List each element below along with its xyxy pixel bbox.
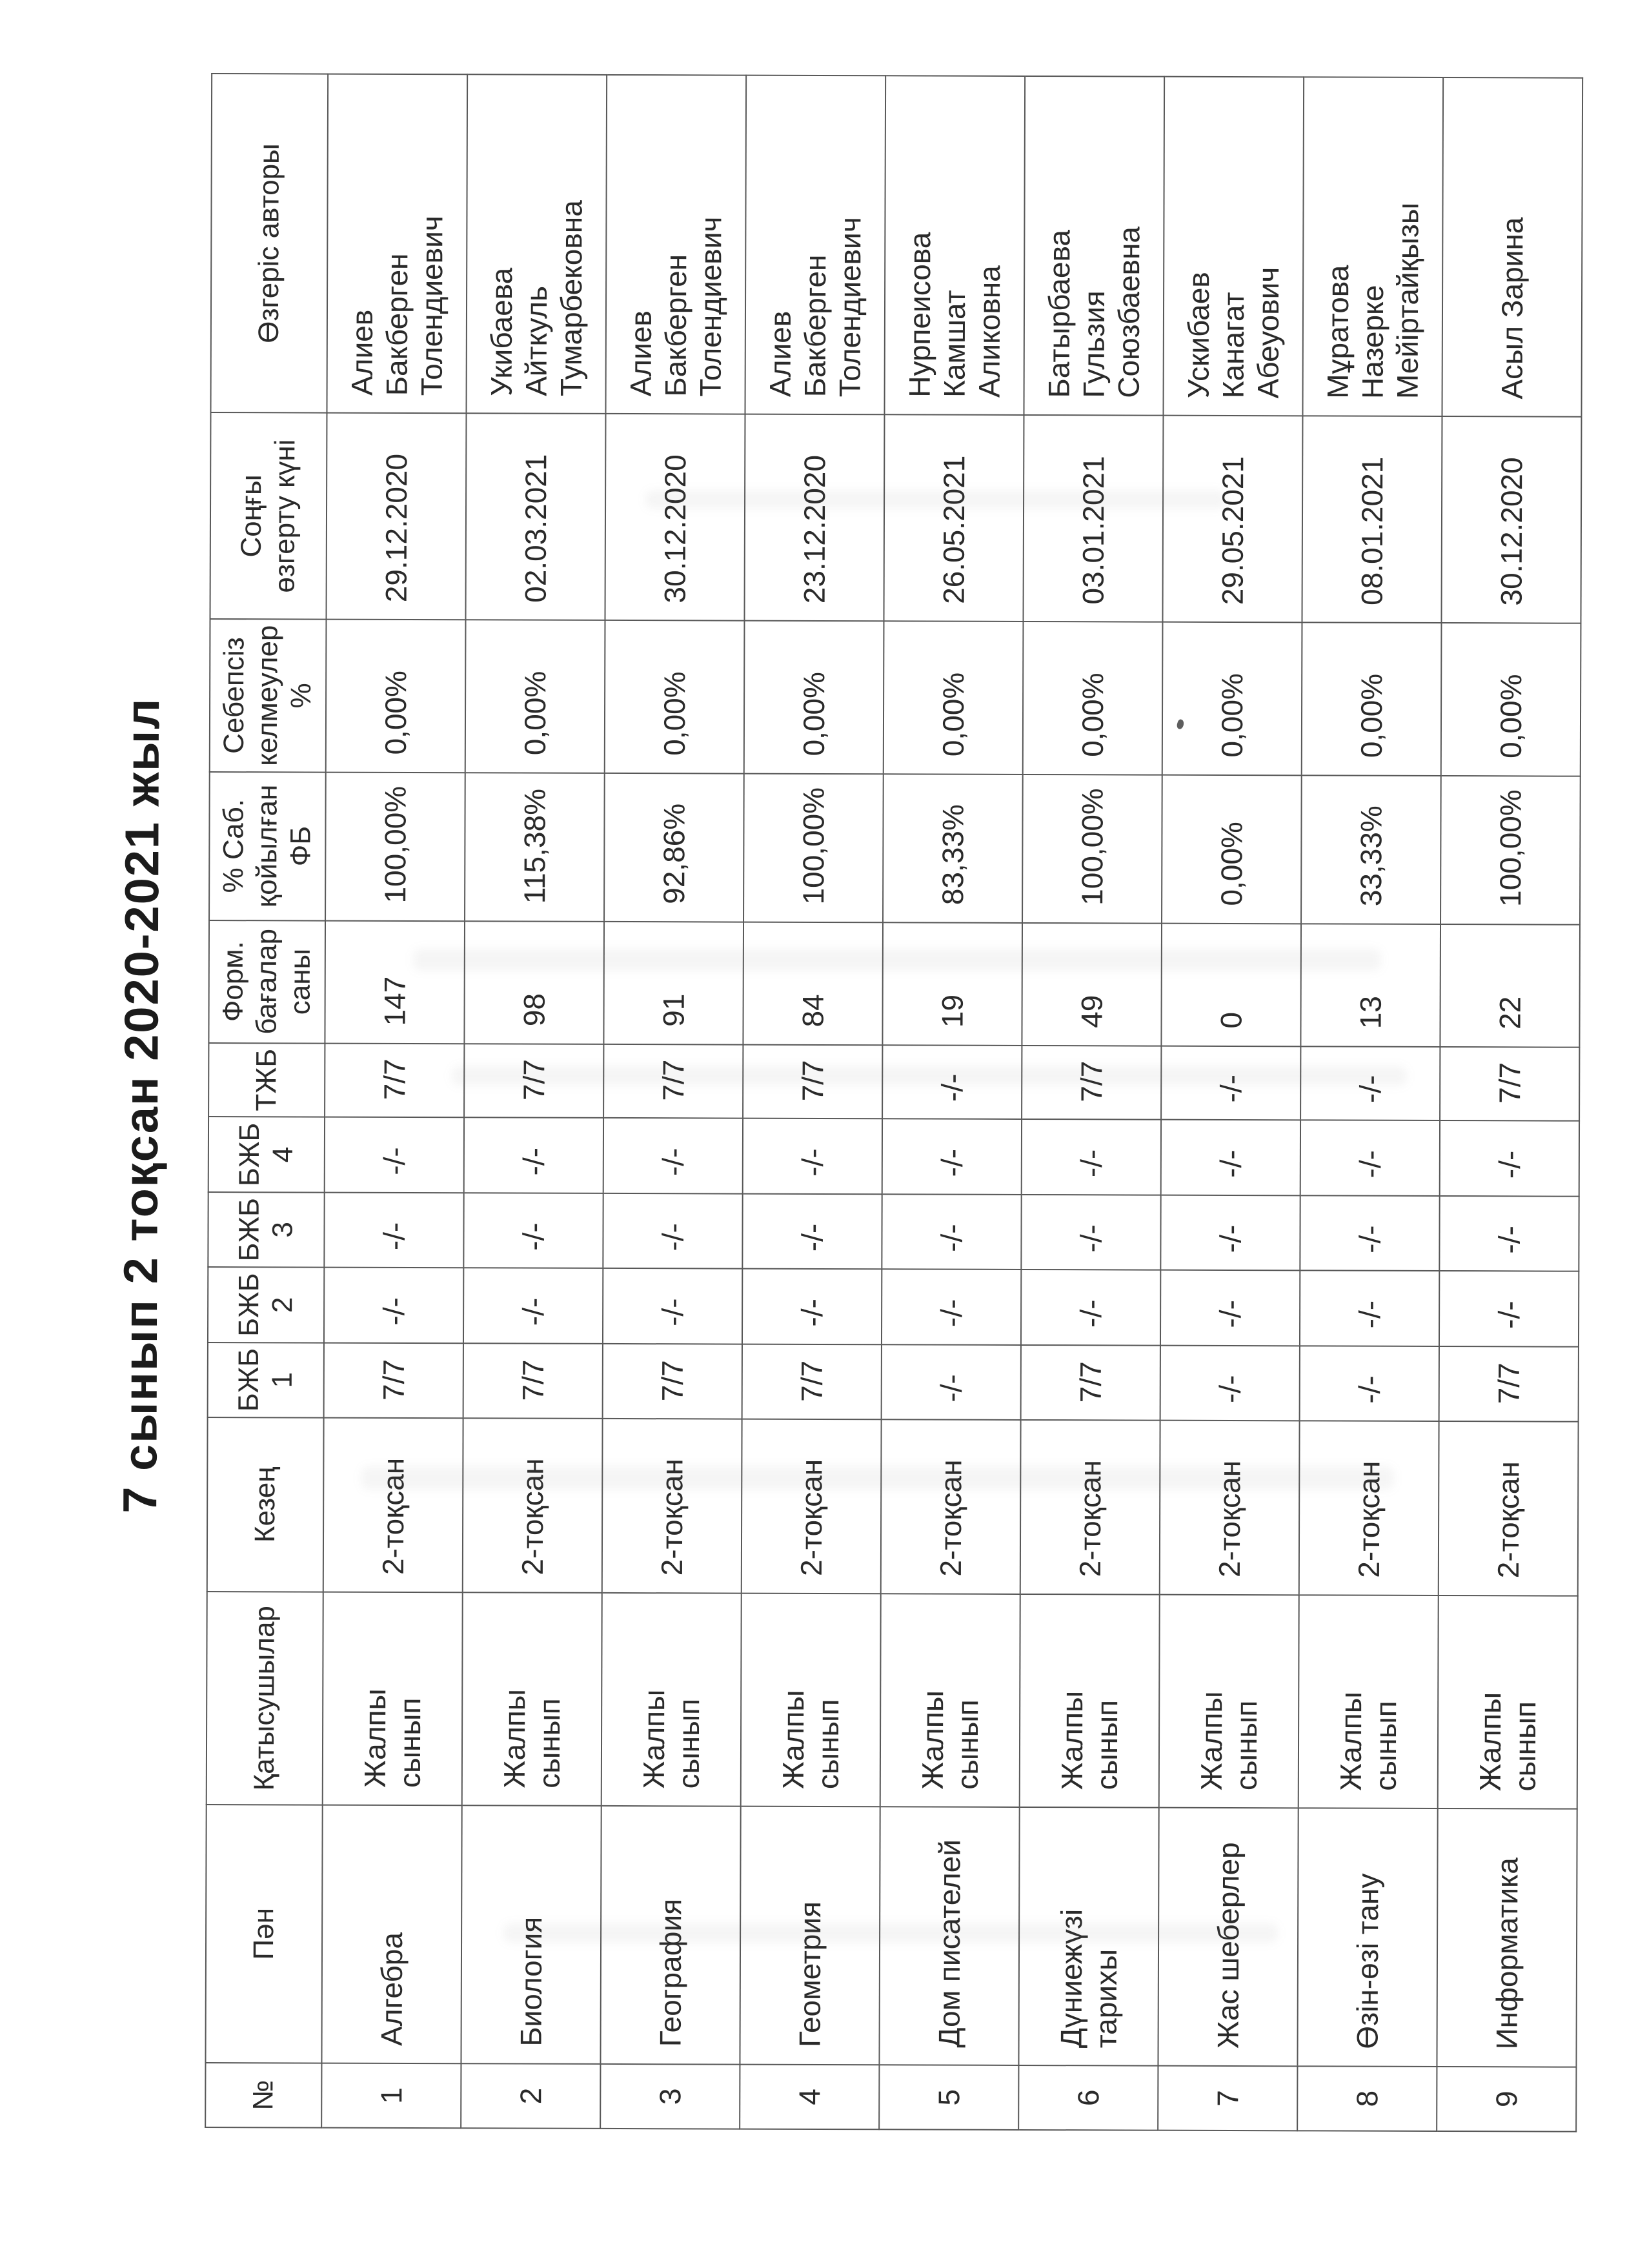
col-header-last-modified: Соңғы өзгерту күні bbox=[210, 412, 327, 620]
cell-bzhb2: -/- bbox=[324, 1268, 463, 1343]
col-header-subject: Пән bbox=[205, 1805, 322, 2063]
cell-period: 2-тоқсан bbox=[1160, 1421, 1300, 1595]
col-header-bzhb1: БЖБ 1 bbox=[208, 1342, 324, 1418]
col-header-pct-lessons: % Саб. қойылған ФБ bbox=[209, 772, 326, 921]
cell-subject: Биология bbox=[461, 1805, 601, 2064]
cell-bzhb4: -/- bbox=[1022, 1119, 1161, 1195]
cell-bzhb2: -/- bbox=[1439, 1271, 1579, 1346]
cell-bzhb4: -/- bbox=[1300, 1120, 1440, 1196]
cell-num: 6 bbox=[1018, 2065, 1158, 2131]
cell-bzhb4: -/- bbox=[325, 1117, 464, 1193]
cell-pct-lessons: 100,00% bbox=[1022, 775, 1162, 924]
cell-bzhb3: -/- bbox=[463, 1193, 603, 1268]
cell-bzhb3: -/- bbox=[1300, 1195, 1439, 1271]
cell-subject: Информатика bbox=[1437, 1808, 1577, 2067]
cell-formative-count: 147 bbox=[325, 920, 465, 1044]
cell-pct-unexcused: 0,00% bbox=[1441, 623, 1581, 776]
col-header-bzhb3: БЖБ 3 bbox=[208, 1192, 324, 1268]
cell-tzhb: 7/7 bbox=[743, 1044, 882, 1119]
cell-bzhb3: -/- bbox=[1160, 1195, 1300, 1270]
cell-num: 7 bbox=[1158, 2066, 1297, 2131]
cell-bzhb2: -/- bbox=[1300, 1271, 1439, 1346]
cell-participants: Жалпы сынып bbox=[1159, 1595, 1299, 1808]
cell-num: 4 bbox=[740, 2065, 879, 2130]
cell-bzhb4: -/- bbox=[603, 1118, 743, 1193]
cell-last-modified: 08.01.2021 bbox=[1302, 416, 1442, 623]
cell-subject: Дом писателей bbox=[879, 1807, 1019, 2065]
cell-pct-unexcused: 0,00% bbox=[1162, 622, 1302, 775]
cell-num: 1 bbox=[321, 2063, 461, 2129]
cell-bzhb1: 7/7 bbox=[324, 1342, 463, 1418]
cell-bzhb3: -/- bbox=[603, 1193, 742, 1269]
cell-formative-count: 98 bbox=[464, 921, 604, 1044]
cell-bzhb2: -/- bbox=[1021, 1270, 1160, 1345]
cell-pct-lessons: 0,00% bbox=[1162, 775, 1302, 924]
cell-last-modified: 30.12.2020 bbox=[1441, 416, 1581, 623]
table-row bbox=[461, 75, 607, 2129]
cell-pct-lessons: 100,00% bbox=[743, 773, 884, 922]
cell-bzhb2: -/- bbox=[463, 1268, 603, 1343]
cell-subject: Алгебра bbox=[321, 1805, 461, 2064]
cell-formative-count: 13 bbox=[1300, 924, 1440, 1047]
cell-bzhb4: -/- bbox=[882, 1119, 1022, 1195]
cell-pct-lessons: 33,33% bbox=[1301, 775, 1441, 924]
cell-author: Нурпеисова Камшат Аликовна bbox=[884, 76, 1025, 416]
col-header-bzhb2: БЖБ 2 bbox=[208, 1267, 324, 1342]
cell-bzhb2: -/- bbox=[882, 1270, 1021, 1345]
cell-num: 3 bbox=[600, 2064, 740, 2129]
col-header-participants: Қатысушылар bbox=[207, 1592, 323, 1805]
cell-participants: Жалпы сынып bbox=[601, 1593, 742, 1807]
cell-bzhb3: -/- bbox=[742, 1193, 882, 1269]
cell-bzhb1: 7/7 bbox=[1021, 1345, 1160, 1421]
cell-pct-unexcused: 0,00% bbox=[465, 620, 605, 773]
table-row bbox=[879, 76, 1025, 2130]
cell-bzhb1: -/- bbox=[1300, 1346, 1439, 1421]
cell-last-modified: 02.03.2021 bbox=[465, 414, 605, 621]
cell-pct-unexcused: 0,00% bbox=[1302, 623, 1442, 776]
col-header-author: Өзгеріс авторы bbox=[211, 74, 328, 413]
cell-bzhb1: -/- bbox=[882, 1344, 1021, 1420]
col-header-tzhb: ТЖБ bbox=[208, 1043, 325, 1117]
cell-bzhb4: -/- bbox=[1440, 1120, 1579, 1196]
col-header-period: Кезең bbox=[207, 1417, 324, 1592]
cell-author: Асыл Зарина bbox=[1442, 77, 1582, 417]
cell-period: 2-тоқсан bbox=[463, 1418, 603, 1593]
cell-tzhb: 7/7 bbox=[464, 1044, 603, 1119]
table-row bbox=[321, 74, 467, 2128]
cell-pct-lessons: 100,00% bbox=[325, 772, 465, 921]
cell-subject: Жас шеберлер bbox=[1158, 1808, 1298, 2067]
cell-bzhb4: -/- bbox=[464, 1118, 603, 1193]
table-row bbox=[1018, 76, 1164, 2130]
cell-last-modified: 30.12.2020 bbox=[605, 414, 745, 621]
cell-formative-count: 91 bbox=[603, 921, 743, 1044]
cell-subject: Дүниежүзі тарихы bbox=[1018, 1807, 1158, 2066]
cell-period: 2-тоқсан bbox=[1299, 1421, 1439, 1595]
cell-num: 2 bbox=[461, 2063, 600, 2129]
cell-pct-lessons: 83,33% bbox=[883, 774, 1023, 923]
cell-bzhb2: -/- bbox=[603, 1268, 742, 1344]
cell-tzhb: 7/7 bbox=[325, 1043, 464, 1118]
cell-formative-count: 22 bbox=[1440, 924, 1580, 1048]
cell-bzhb3: -/- bbox=[324, 1192, 463, 1268]
cell-last-modified: 29.12.2020 bbox=[326, 413, 466, 620]
cell-period: 2-тоқсан bbox=[1020, 1420, 1160, 1595]
cell-bzhb1: -/- bbox=[1160, 1345, 1300, 1421]
grades-table bbox=[205, 73, 1583, 2132]
cell-author: Мұратова Назерке Мейіртайқызы bbox=[1302, 77, 1443, 417]
cell-period: 2-тоқсан bbox=[1439, 1421, 1579, 1596]
cell-pct-lessons: 92,86% bbox=[604, 773, 744, 922]
table-row bbox=[1158, 77, 1304, 2131]
cell-participants: Жалпы сынып bbox=[741, 1594, 881, 1807]
cell-num: 8 bbox=[1297, 2066, 1437, 2131]
cell-pct-unexcused: 0,00% bbox=[605, 620, 745, 773]
cell-pct-unexcused: 0,00% bbox=[326, 620, 466, 773]
cell-last-modified: 23.12.2020 bbox=[744, 414, 884, 622]
col-header-bzhb4: БЖБ 4 bbox=[208, 1117, 325, 1192]
cell-tzhb: 7/7 bbox=[1440, 1047, 1579, 1122]
cell-tzhb: -/- bbox=[1161, 1046, 1300, 1120]
cell-formative-count: 84 bbox=[743, 922, 883, 1045]
cell-bzhb3: -/- bbox=[882, 1194, 1021, 1270]
cell-participants: Жалпы сынып bbox=[462, 1592, 602, 1806]
cell-pct-lessons: 115,38% bbox=[465, 773, 605, 922]
table-row bbox=[1297, 77, 1443, 2131]
cell-formative-count: 19 bbox=[882, 922, 1022, 1046]
cell-period: 2-тоқсан bbox=[881, 1419, 1021, 1594]
cell-formative-count: 49 bbox=[1022, 923, 1162, 1046]
cell-participants: Жалпы сынып bbox=[323, 1592, 463, 1806]
cell-period: 2-тоқсан bbox=[602, 1419, 742, 1594]
page-title: 7 сынып 2 тоқсан 2020-2021 жыл bbox=[113, 697, 170, 1514]
col-header-formative-count: Форм. бағалар саны bbox=[208, 920, 325, 1044]
cell-bzhb1: 7/7 bbox=[742, 1344, 882, 1419]
cell-tzhb: -/- bbox=[882, 1045, 1022, 1120]
cell-period: 2-тоқсан bbox=[742, 1419, 882, 1594]
cell-participants: Жалпы сынып bbox=[1298, 1595, 1439, 1808]
header-row bbox=[205, 74, 328, 2127]
cell-participants: Жалпы сынып bbox=[880, 1594, 1020, 1807]
table-row bbox=[600, 75, 746, 2129]
cell-author: Ускибаев Канагат Абеуович bbox=[1163, 77, 1304, 416]
cell-formative-count: 0 bbox=[1161, 923, 1301, 1046]
table-row bbox=[1437, 77, 1582, 2131]
cell-bzhb2: -/- bbox=[1160, 1270, 1300, 1346]
cell-subject: Өзін-өзі тану bbox=[1297, 1808, 1437, 2067]
cell-bzhb2: -/- bbox=[742, 1269, 882, 1344]
cell-bzhb1: 7/7 bbox=[463, 1343, 603, 1419]
cell-last-modified: 29.05.2021 bbox=[1162, 416, 1302, 623]
cell-pct-lessons: 100,00% bbox=[1440, 776, 1581, 925]
cell-bzhb1: 7/7 bbox=[1439, 1346, 1579, 1422]
cell-subject: Геометрия bbox=[740, 1807, 880, 2065]
cell-bzhb3: -/- bbox=[1021, 1195, 1160, 1270]
cell-author: Батырбаева Гульзия Союзбаевна bbox=[1024, 76, 1164, 416]
cell-author: Укибаева Айткуль Тумарбековна bbox=[466, 75, 607, 414]
cell-author: Алиев Бакберген Толендиевич bbox=[745, 76, 885, 415]
cell-pct-unexcused: 0,00% bbox=[744, 621, 884, 774]
cell-bzhb4: -/- bbox=[1161, 1120, 1300, 1195]
cell-num: 9 bbox=[1437, 2067, 1576, 2132]
cell-bzhb1: 7/7 bbox=[603, 1344, 742, 1419]
cell-tzhb: 7/7 bbox=[1022, 1046, 1161, 1120]
cell-tzhb: -/- bbox=[1300, 1046, 1440, 1121]
cell-last-modified: 26.05.2021 bbox=[884, 415, 1024, 622]
cell-author: Алиев Бакберген Толендиевич bbox=[327, 74, 467, 414]
cell-bzhb3: -/- bbox=[1439, 1196, 1579, 1271]
cell-participants: Жалпы сынып bbox=[1438, 1595, 1578, 1809]
cell-num: 5 bbox=[879, 2065, 1018, 2130]
cell-last-modified: 03.01.2021 bbox=[1023, 415, 1163, 622]
cell-author: Алиев Бакберген Толендиевич bbox=[605, 75, 746, 414]
cell-pct-unexcused: 0,00% bbox=[1023, 622, 1163, 775]
cell-subject: География bbox=[600, 1806, 740, 2065]
cell-participants: Жалпы сынып bbox=[1020, 1594, 1160, 1808]
table-row bbox=[740, 76, 885, 2129]
cell-period: 2-тоқсан bbox=[323, 1418, 463, 1593]
cell-pct-unexcused: 0,00% bbox=[884, 622, 1024, 775]
cell-tzhb: 7/7 bbox=[603, 1044, 743, 1119]
cell-bzhb4: -/- bbox=[743, 1119, 882, 1194]
col-header-pct-unexcused: Себепсіз келмеулер % bbox=[210, 619, 327, 772]
col-header-num: № bbox=[205, 2063, 321, 2128]
